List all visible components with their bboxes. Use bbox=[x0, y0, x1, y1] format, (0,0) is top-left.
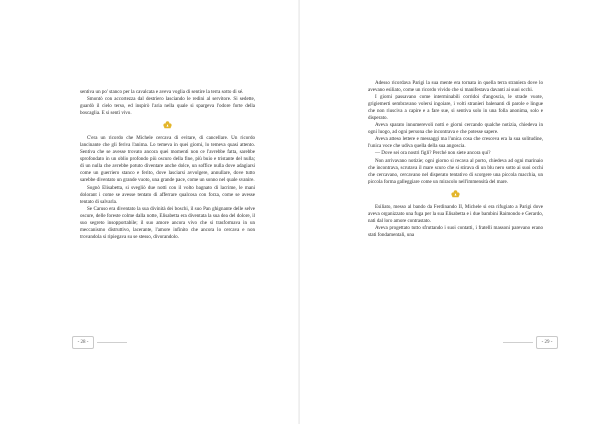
paragraph: Aveva progettato tutto sfruttando i suoi contatti, i fratelli massoni parevano erano stati fondamentali, una bbox=[368, 224, 543, 238]
fleuron-icon bbox=[451, 190, 460, 198]
fleuron-icon bbox=[163, 121, 172, 129]
left-section-a bbox=[80, 89, 255, 117]
page-number-rule bbox=[97, 342, 127, 343]
left-section-b bbox=[80, 135, 255, 241]
right-page bbox=[300, 0, 600, 424]
paragraph: I giorni passavano come interminabili corridoi d'angoscia, le strade vuote, grigiemerti sembravano volersi ingoiare, i volti stranieri balenanti di parole e lingue che non riusciva a capire e a fare sue, si sentiva solo in una folla anonima, solo e disperato. bbox=[368, 94, 543, 122]
paragraph: Aveva sparato innumerevoli notti e giorni cercando qualche notizia, chiedeva in ogni luogo, ad ogni persona che incontrava e che potesse sapere. bbox=[368, 122, 543, 136]
right-section-a bbox=[368, 80, 543, 186]
paragraph: C'era un ricordo che Michele cercava di evitare, di cancellare. Un ricordo lancinante che gli feriva l'anima. Lo temeva in quei giorni, lo temeva quasi attento. Sentiva che se avesse trovato ancora quei momenti non ce l'avrebbe fatta, sarebbe sprofondato in un oblio profondo più oscuro della fine, più buio e tristante del nulla; di un nulla che avrebbe potuto diventare anche dolce, un soffice nulla dove adagiarsi come un guerriero stanco e ferito, dove lasciarsi avvolgere, annullare, dove tutto sarebbe diventato un grande vuoto, una grande pace, come un sonno nel quale svanire. bbox=[80, 135, 255, 184]
paragraph: Se Caruso era diventato la sua divinità dei boschi, il suo Pan ghignante delle selve oscure, delle foreste colme dalla notte, Elisabetta era diventata la sua dea del dolore, il suo segreto insopportabile; il suo amore ancora vivo che si trasformava in un meccanismo distruttivo, lacerante, l'amore infinito che ancora lo cercava e non trovandola si ripiegava su se stesso, divorandolo. bbox=[80, 205, 255, 240]
paragraph: Non arrivavano notizie; ogni giorno si recava al porto, chiedeva ad ogni marinaio che incontrava, scrutava il mare scuro che si stirava di un blu nero sotto ai suoi occhi che cercavano, cercavano nel disperato tentativo di scorgere una piccola macchia, un piccola forma galleggiare come un miracolo nell'immensità del mare. bbox=[368, 157, 543, 185]
page-number-text: - 28 - bbox=[77, 340, 89, 345]
right-section-b bbox=[368, 204, 543, 239]
right-text-block bbox=[368, 80, 543, 239]
paragraph: Smontò con accortezza dal destriero lasciando le redini al servitore. Si sedette, guardò il cielo terso, ed inspirò l'aria nella quale si spargeva l'odore forte della boscaglia. E si sentì vivo. bbox=[80, 96, 255, 117]
page-number-box bbox=[536, 336, 558, 349]
paragraph: Esiliato, messo al bando da Ferdinando II, Michele si era rifugiato a Parigi dove aveva organizzato una fuga per la sua Elisabetta e i due bambini Raimondo e Gerardo, nati dal loro amore contrastato. bbox=[368, 203, 543, 224]
paragraph: Sognò Elisabetta, si svegliò due notti con il volto bagnato di lacrime, le mani dolorant i come se avesse tentato di afferrare qualcosa con forza, come se avesse tentato di salvarla. bbox=[80, 184, 255, 205]
paragraph: Adesso ricordava Parigi la sua mente era tornata in quella terra straniera dove lo avevano esiliato, come un ricordo vivido che si manifestava davanti ai suoi occhi. bbox=[368, 80, 543, 94]
page-number-right bbox=[503, 336, 558, 349]
page-number-box bbox=[72, 336, 94, 349]
page-number-text: - 29 - bbox=[541, 340, 553, 345]
paragraph: — Dove sei ora nostri figli? Perché non siete ancora qui? bbox=[375, 150, 491, 157]
paragraph: Aveva atteso lettere e messaggi ma l'unica cosa che cresceva era la sua solitudine, l'unica voce che udiva quella della sua angoscia. bbox=[368, 136, 543, 150]
page-number-rule bbox=[503, 342, 533, 343]
paragraph: sentiva un po' stanco per la cavalcata e aveva voglia di sentire la terra sotto di sé. bbox=[80, 89, 244, 95]
page-number-left bbox=[72, 336, 127, 349]
left-text-block bbox=[80, 89, 255, 241]
